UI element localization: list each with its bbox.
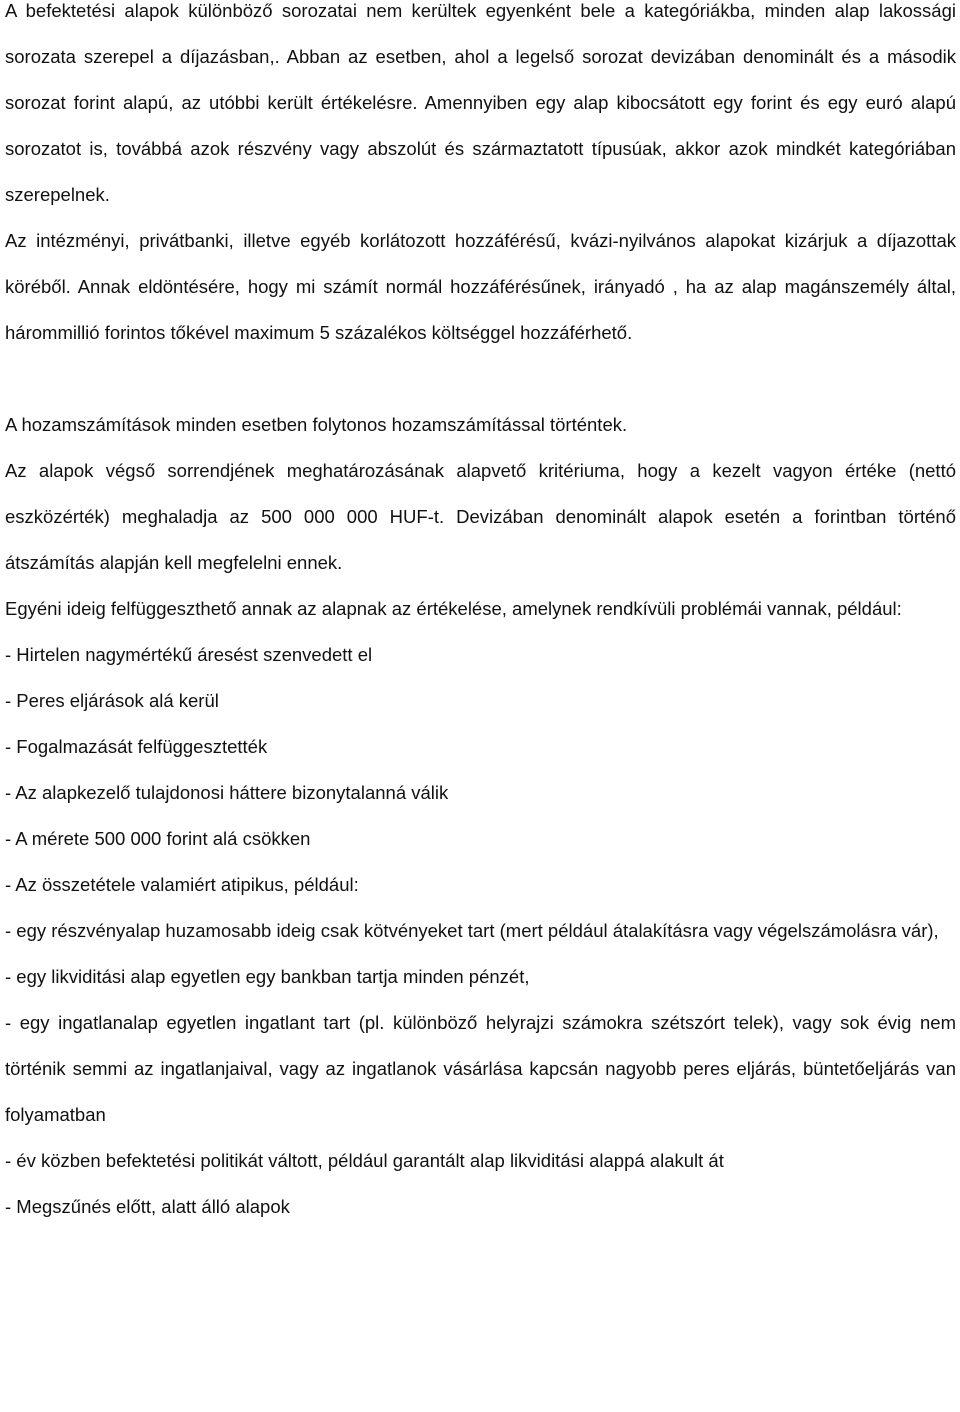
- paragraph-suspension-intro: Egyéni ideig felfüggeszthető annak az alapnak az értékelése, amelynek rendkívüli problémái vannak, például:: [5, 598, 902, 619]
- list-item: - egy részvényalap huzamosabb ideig csak kötvényeket tart (mert például átalakításra vagy végelszámolásra vár),: [5, 920, 939, 941]
- suspension-reasons-list: [5, 632, 956, 1230]
- list-item: - A mérete 500 000 forint alá csökken: [5, 828, 311, 849]
- list-item: - Az összetétele valamiért atipikus, például:: [5, 874, 359, 895]
- paragraph-return-calculation: A hozamszámítások minden esetben folytonos hozamszámítással történtek.: [5, 414, 628, 435]
- paragraph-access-rules: Az intézményi, privátbanki, illetve egyéb korlátozott hozzáférésű, kvázi-nyilvános alapokat kizárjuk a díjazottak köréből. Annak eldöntésére, hogy mi számít normál hozzáférésűnek, irányadó , ha az alap magánszemély által, hárommillió forintos tőkével maximum 5 százalékos költséggel hozzáférhető.: [5, 230, 956, 343]
- paragraph-series-rules: A befektetési alapok különböző sorozatai nem kerültek egyenként bele a kategóriákba, minden alap lakossági sorozata szerepel a díjazásban,. Abban az esetben, ahol a legelső sorozat devizában denominált és a második sorozat forint alapú, az utóbbi került értékelésre. Amennyiben egy alap kibocsátott egy forint és egy euró alapú sorozatot is, továbbá azok részvény vagy abszolút és származtatott típusúak, akkor azok mindkét kategóriában szerepelnek.: [5, 0, 956, 205]
- list-item: - év közben befektetési politikát váltott, például garantált alap likviditási alappá alakult át: [5, 1150, 724, 1171]
- list-item: - Az alapkezelő tulajdonosi háttere bizonytalanná válik: [5, 782, 449, 803]
- list-item: - Peres eljárások alá kerül: [5, 690, 219, 711]
- list-item: - egy likviditási alap egyetlen egy bankban tartja minden pénzét,: [5, 966, 530, 987]
- list-item: - Megszűnés előtt, alatt álló alapok: [5, 1196, 290, 1217]
- document-page: [5, 0, 956, 1230]
- list-item: - Hirtelen nagymértékű áresést szenvedett el: [5, 644, 373, 665]
- list-item: - egy ingatlanalap egyetlen ingatlant tart (pl. különböző helyrajzi számokra szétszórt telek), vagy sok évig nem történik semmi az ingatlanjaival, vagy az ingatlanok vásárlása kapcsán nagyobb peres eljárás, büntetőeljárás van folyamatban: [5, 1012, 956, 1125]
- list-item: - Fogalmazását felfüggesztették: [5, 736, 268, 757]
- paragraph-ranking-criteria: Az alapok végső sorrendjének meghatározásának alapvető kritériuma, hogy a kezelt vagyon értéke (nettó eszközérték) meghaladja az 500 000 000 HUF-t. Devizában denominált alapok esetén a forintban történő átszámítás alapján kell megfelelni ennek.: [5, 460, 956, 573]
